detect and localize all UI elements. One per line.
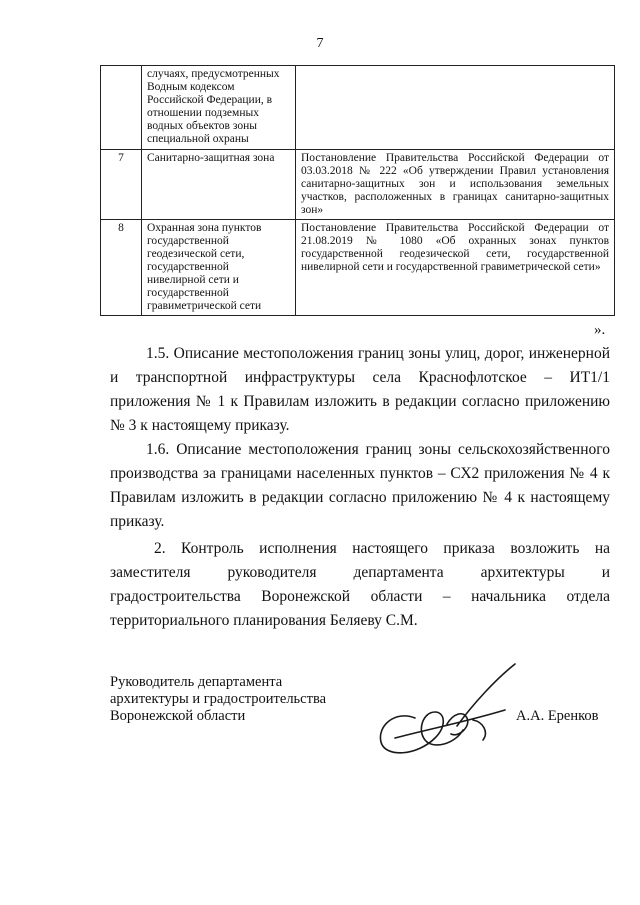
table-row: [101, 66, 615, 150]
signatory-title-line: Воронежской области: [110, 708, 246, 724]
row-number: 7: [101, 150, 142, 220]
row-number: [101, 66, 142, 150]
handwritten-signature: [355, 660, 525, 770]
page-number: 7: [316, 36, 324, 51]
paragraph-1-5: 1.5. Описание местоположения границ зоны улиц, дорог, инженерной и транспортной инфраструктуры села Краснофлотское – ИТ1/1 приложения № 1 к Правилам изложить в редакции согласно приложению № 3 к настоящему приказу.: [110, 345, 610, 434]
paragraph-2: 2. Контроль исполнения настоящего приказа возложить на заместителя руководителя департамента архитектуры и градостроительства Воронежской области – начальника отдела территориального планирования Беляеву С.М.: [110, 540, 610, 629]
zones-table: [100, 65, 615, 316]
closing-quote: ».: [594, 322, 606, 338]
table-row: [101, 220, 615, 316]
zone-name: случаях, предусмотренных Водным кодексом Российской Федерации, в отношении подземных водных объектов зоны специальной охраны: [142, 66, 296, 150]
signatory-title-line: Руководитель департамента: [110, 674, 283, 690]
row-number: 8: [101, 220, 142, 316]
zone-name: Охранная зона пунктов государственной геодезической сети, государственной нивелирной сети и государственной гравиметрической сети: [142, 220, 296, 316]
signer-name: А.А. Еренков: [516, 708, 599, 724]
zone-basis: Постановление Правительства Российской Федерации от 21.08.2019 № 1080 «Об охранных зонах пунктов государственной геодезической сети, государственной нивелирной сети и государственной гравиметрической сети»: [296, 220, 615, 316]
zone-basis: Постановление Правительства Российской Федерации от 03.03.2018 № 222 «Об утверждении Правил установления санитарно-защитных зон и использования земельных участков, расположенных в границах санитарно-защитных зон»: [296, 150, 615, 220]
zone-name: Санитарно-защитная зона: [142, 150, 296, 220]
signatory-title-line: архитектуры и градостроительства: [110, 691, 327, 707]
signatory-title: [110, 674, 326, 725]
table-row: [101, 150, 615, 220]
zone-basis: [296, 66, 615, 150]
paragraph-1-6: 1.6. Описание местоположения границ зоны сельскохозяйственного производства за границами населенных пунктов – СХ2 приложения № 4 к Правилам изложить в редакции согласно приложению № 4 к настоящему приказу.: [110, 441, 610, 530]
